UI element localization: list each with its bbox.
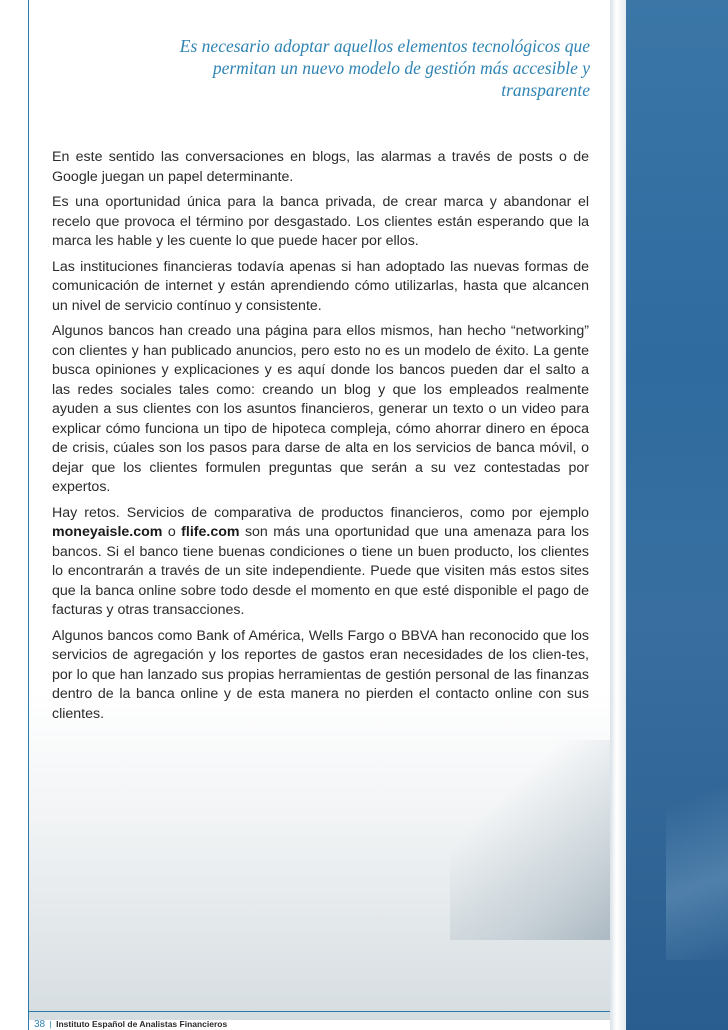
- site-name-moneyaisle: moneyaisle.com: [52, 524, 163, 540]
- pull-quote-heading: [120, 35, 590, 101]
- body-text: [52, 148, 589, 730]
- footer-organization: Instituto Español de Analistas Financieros: [56, 1019, 228, 1029]
- footer-rule: [29, 1011, 610, 1012]
- paragraph-5: [52, 504, 589, 621]
- paragraph-5-connector: o: [167, 524, 176, 540]
- heading-line-1: Es necesario adoptar aquellos elementos tecnológicos que: [179, 36, 590, 56]
- page-number: 38: [34, 1019, 46, 1030]
- paragraph-1: En este sentido las conversaciones en blogs, las alarmas a través de posts o de Google juegan un papel determinante.: [52, 149, 589, 185]
- footer-separator: |: [49, 1019, 52, 1029]
- decorative-side-band: [626, 0, 728, 1030]
- paragraph-5-rest: son más una oportunidad que una amenaza para los bancos. Si el banco tiene buenas condiciones o tiene un buen producto, los clientes lo encontrarán a través de un site independiente. Puede que visiten más estos sites que la banca online sobre todo desde el momento en que esté disponible el pago de facturas y otras transacciones.: [52, 524, 589, 618]
- paragraph-3: Las instituciones financieras todavía apenas si han adoptado las nuevas formas de comunicación de internet y están aprendiendo cómo utilizarlas, hasta que alcancen un nivel de servicio contínuo y consistente.: [52, 258, 589, 314]
- page-edge-shadow: [610, 0, 626, 1030]
- paragraph-4: Algunos bancos han creado una página para ellos mismos, han hecho “networking” con clientes y han publicado anuncios, pero esto no es un modelo de éxito. La gente busca opiniones y explicaciones y es aquí donde los bancos pueden dar el salto a las redes sociales tales como: creando un blog y que los empleados realmente ayuden a sus clientes con los asuntos financieros, generar un texto o un video para explicar cómo funciona un tipo de hipoteca compleja, cómo ahorrar dinero en época de crisis, cúales son los pasos para darse de alta en los servicios de banca móvil, o dejar que los clientes formulen preguntas que serán a su vez contestadas por expertos.: [52, 323, 589, 495]
- paragraph-5-intro: Hay retos. Servicios de comparativa de productos financieros, como por ejemplo: [52, 504, 589, 521]
- paragraph-2: Es una oportunidad única para la banca privada, de crear marca y abandonar el recelo que provoca el término por desgastado. Los clientes están esperando que la marca les hable y les cuente lo que puede hacer por ellos.: [52, 194, 589, 249]
- page-footer: [34, 1019, 227, 1030]
- heading-line-2: permitan un nuevo modelo de gestión más accesible y: [212, 58, 590, 78]
- site-name-flife: flife.com: [181, 524, 240, 540]
- heading-line-3: transparente: [501, 80, 590, 100]
- paragraph-6: Algunos bancos como Bank of América, Wells Fargo o BBVA han reconocido que los servicios de agregación y los reportes de gastos eran necesidades de los clien-tes, por lo que han lanzado sus propias herramientas de gestión personal de las finanzas dentro de la banca online y de esta manera no pierden el contacto online con sus clientes.: [52, 627, 589, 722]
